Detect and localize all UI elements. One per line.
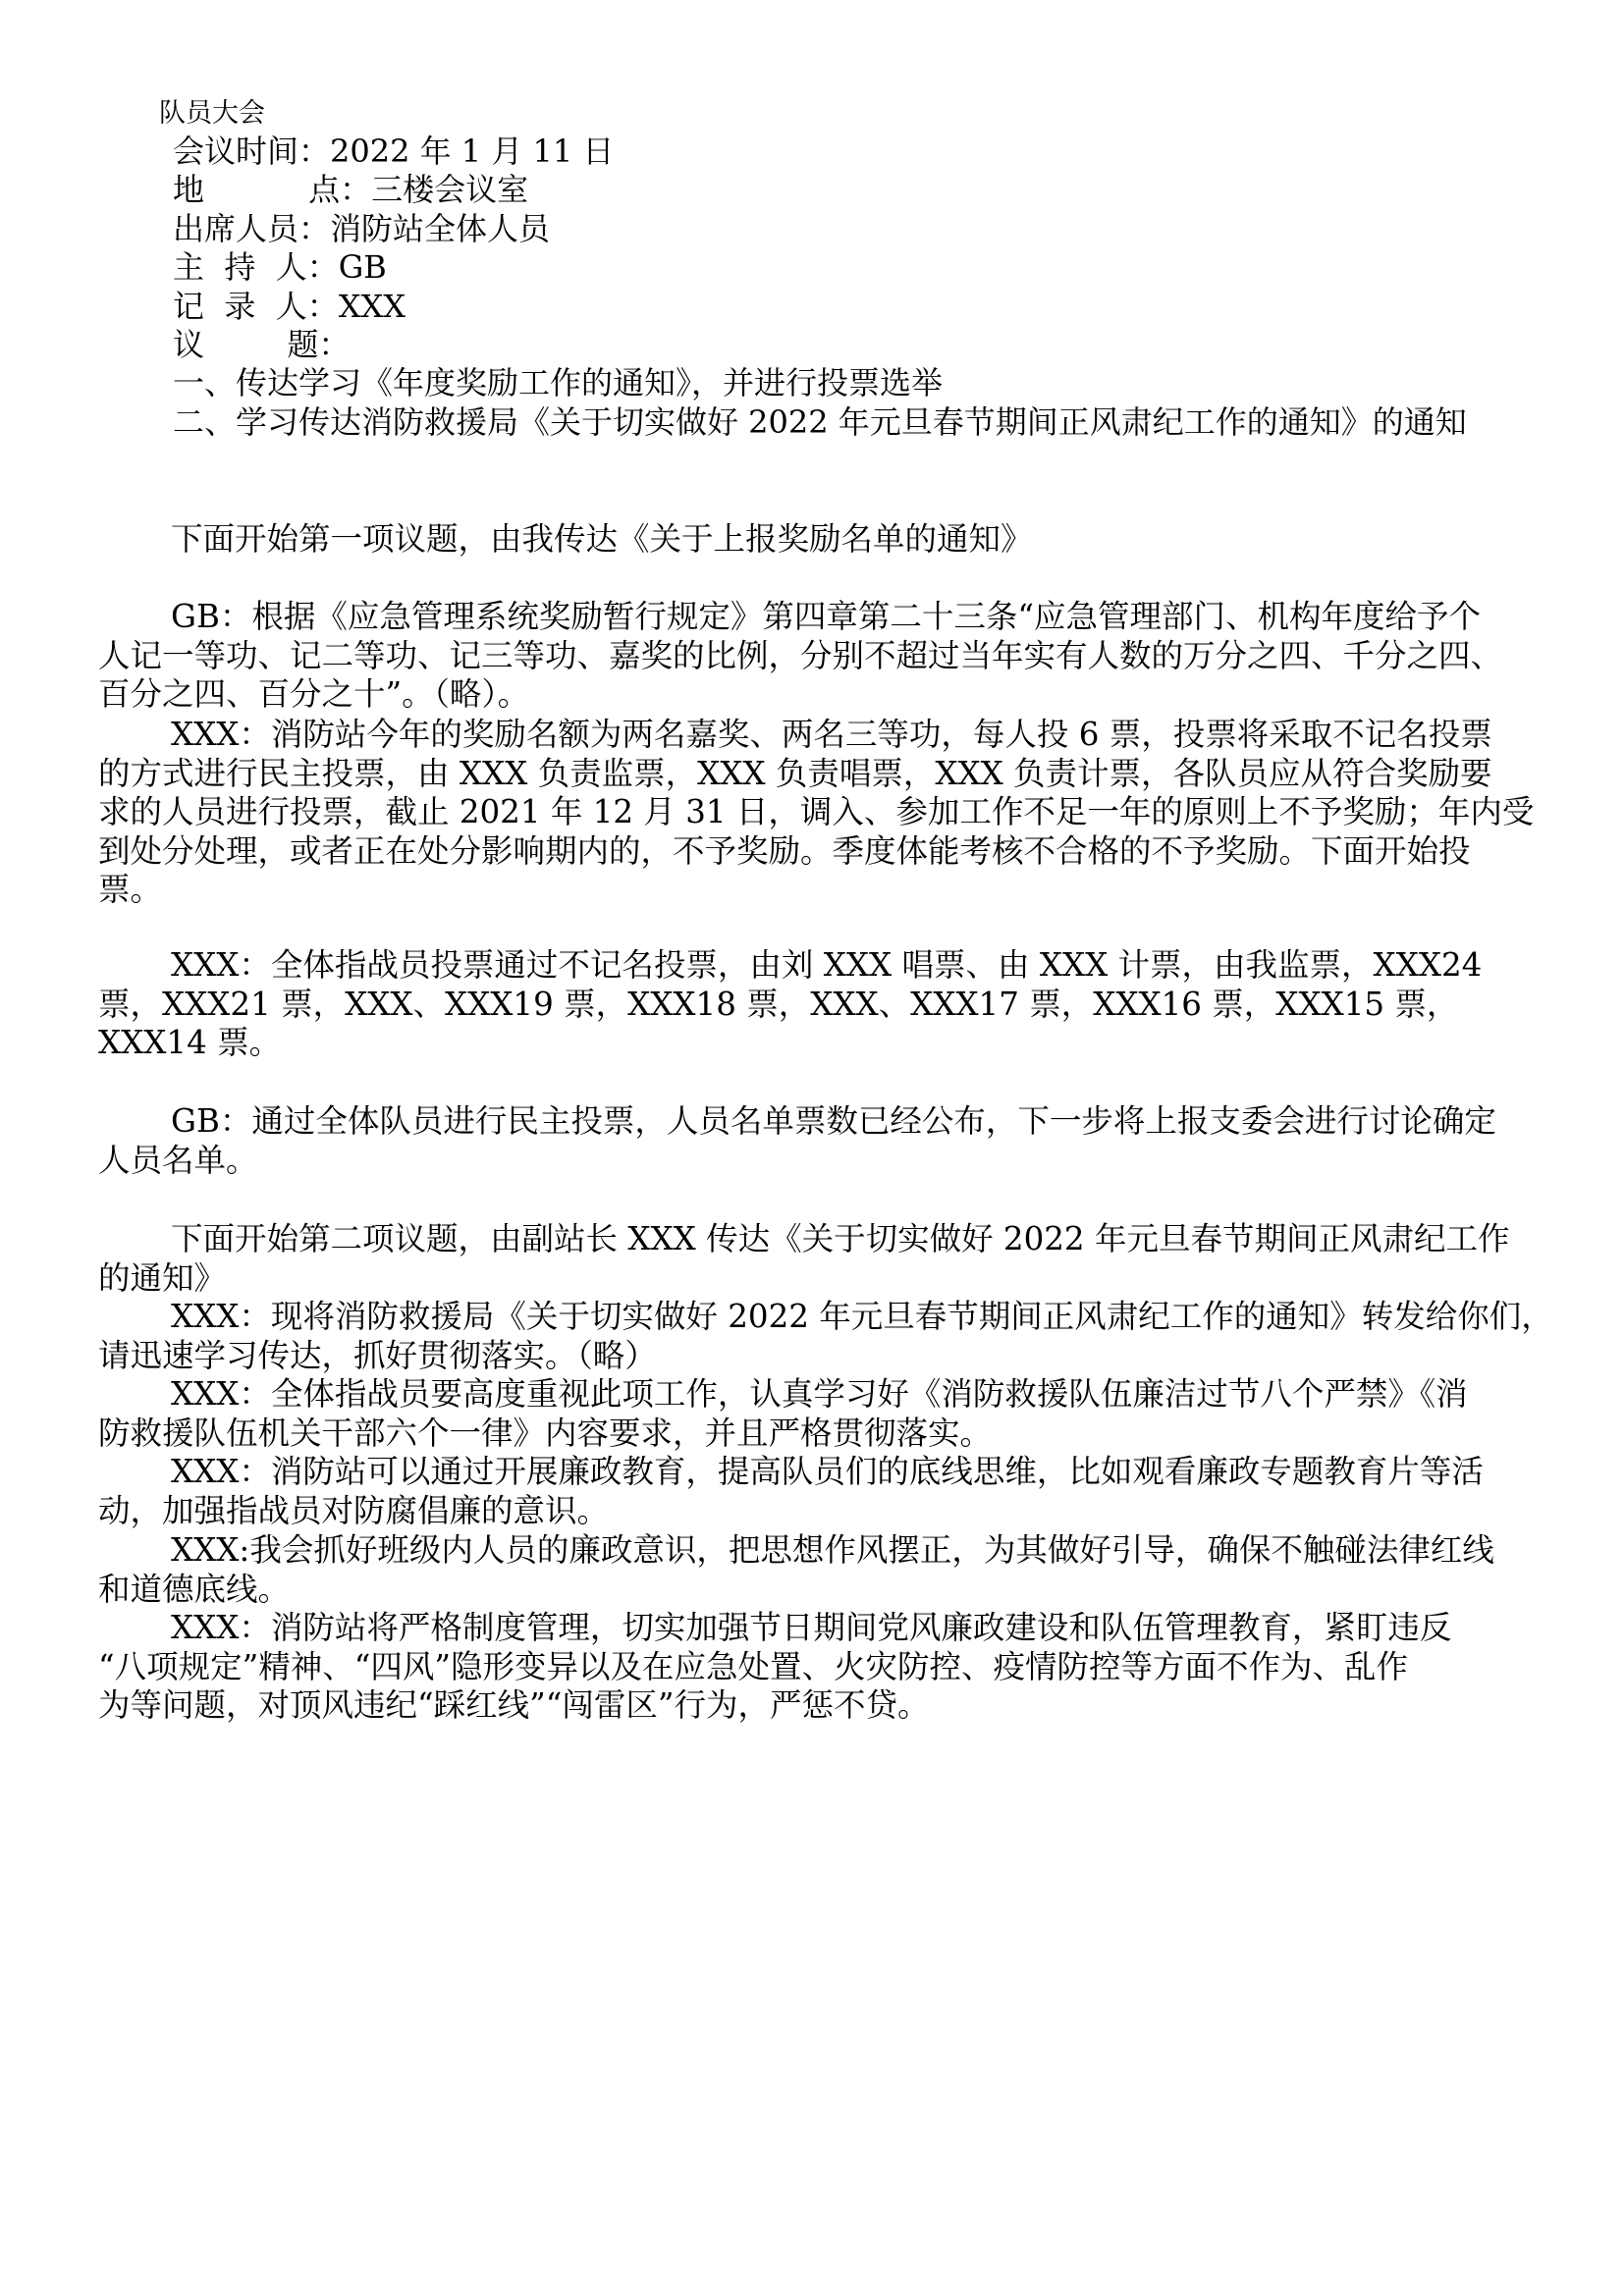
paragraph-line: 百分之四、百分之十”。（略）。 [98,675,530,714]
paragraph [98,598,1551,715]
paragraph [98,1220,1551,1298]
meeting-attendees: 出席人员：消防站全体人员 [173,209,551,247]
meeting-location: 地 点：三楼会议室 [173,171,529,209]
paragraph-line: XXX：全体指战员投票通过不记名投票，由刘 XXX 唱票、由 XXX 计票，由我监票，XXX24 [171,946,1483,984]
paragraph [98,1298,1551,1375]
meeting-info [173,133,1467,442]
paragraph-line: XXX：消防站可以通过开展廉政教育，提高队员们的底线思维，比如观看廉政专题教育片等活 [171,1453,1484,1490]
paragraph-line: XXX14 票。 [98,1024,282,1062]
paragraph [98,946,1551,1063]
paragraph-line: 的方式进行民主投票，由 XXX 负责监票，XXX 负责唱票，XXX 负责计票，各队员应从符合奖励要 [98,754,1492,792]
paragraph-line: XXX：消防站今年的奖励名额为两名嘉奖、两名三等功，每人投 6 票，投票将采取不记名投票 [171,716,1492,753]
meeting-title: 队员大会 [159,98,265,129]
paragraph-line: 下面开始第一项议题，由我传达《关于上报奖励名单的通知》 [171,520,1033,558]
paragraph-line: XXX：现将消防救援局《关于切实做好 2022 年元旦春节期间正风肃纪工作的通知》转发给你们， [171,1298,1553,1335]
meeting-recorder: 记 录 人：XXX [173,287,406,325]
paragraph-line: “八项规定”精神、“四风”隐形变异以及在应急处置、火灾防控、疫情防控等方面不作为、乱作 [98,1647,1408,1685]
paragraph [98,1609,1551,1726]
paragraph-line: 人员名单。 [98,1141,258,1179]
paragraph [98,1453,1551,1530]
paragraph-line: XXX：全体指战员要高度重视此项工作，认真学习好《消防救援队伍廉洁过节八个严禁》《消 [171,1375,1468,1413]
paragraph-line: 票，XXX21 票，XXX、XXX19 票，XXX18 票，XXX、XXX17 票，XXX16 票，XXX15 票， [98,985,1459,1023]
meeting-time: 会议时间：2022 年 1 月 11 日 [173,133,615,170]
agenda-item-1: 一、传达学习《年度奖励工作的通知》，并进行投票选举 [173,364,944,402]
paragraph-line: GB：通过全体队员进行民主投票，人员名单票数已经公布，下一步将上报支委会进行讨论确定 [171,1102,1496,1140]
paragraph-line: 人记一等功、记二等功、记三等功、嘉奖的比例，分别不超过当年实有人数的万分之四、千分之四、 [98,636,1503,674]
paragraph [98,716,1551,910]
agenda-label: 议 题： [173,325,351,363]
paragraph-line: 和道德底线。 [98,1570,291,1608]
paragraph-line: 求的人员进行投票，截止 2021 年 12 月 31 日，调入、参加工作不足一年的原则上不予奖励；年内受 [98,793,1535,831]
paragraph [98,520,1551,560]
paragraph-line: 请迅速学习传达，抓好贯彻落实。（略） [98,1336,657,1374]
paragraph-line: 票。 [98,871,163,909]
paragraph [98,1531,1551,1609]
paragraph [98,1102,1551,1180]
paragraph-line: 到处分处理，或者正在处分影响期内的，不予奖励。季度体能考核不合格的不予奖励。下面开始投 [98,831,1471,870]
paragraph-line: 动，加强指战员对防腐倡廉的意识。 [98,1491,610,1529]
paragraph-line: 下面开始第二项议题，由副站长 XXX 传达《关于切实做好 2022 年元旦春节期间正风肃纪工作 [171,1220,1510,1257]
paragraph-line: XXX:我会抓好班级内人员的廉政意识，把思想作风摆正，为其做好引导，确保不触碰法律红线 [171,1531,1494,1569]
meeting-host: 主 持 人：GB [173,248,387,287]
paragraph-line: XXX：消防站将严格制度管理，切实加强节日期间党风廉政建设和队伍管理教育，紧盯违反 [171,1609,1452,1646]
paragraph-line: GB：根据《应急管理系统奖励暂行规定》第四章第二十三条“应急管理部门、机构年度给予个 [171,598,1481,635]
paragraph [98,1375,1551,1453]
agenda-item-2: 二、学习传达消防救援局《关于切实做好 2022 年元旦春节期间正风肃纪工作的通知》的通知 [173,402,1467,441]
paragraph-line: 的通知》 [98,1258,227,1297]
paragraph-line: 防救援队伍机关干部六个一律》内容要求，并且严格贯彻落实。 [98,1414,993,1452]
paragraph-line: 为等问题，对顶风违纪“踩红线”“闯雷区”行为，严惩不贷。 [98,1686,930,1725]
